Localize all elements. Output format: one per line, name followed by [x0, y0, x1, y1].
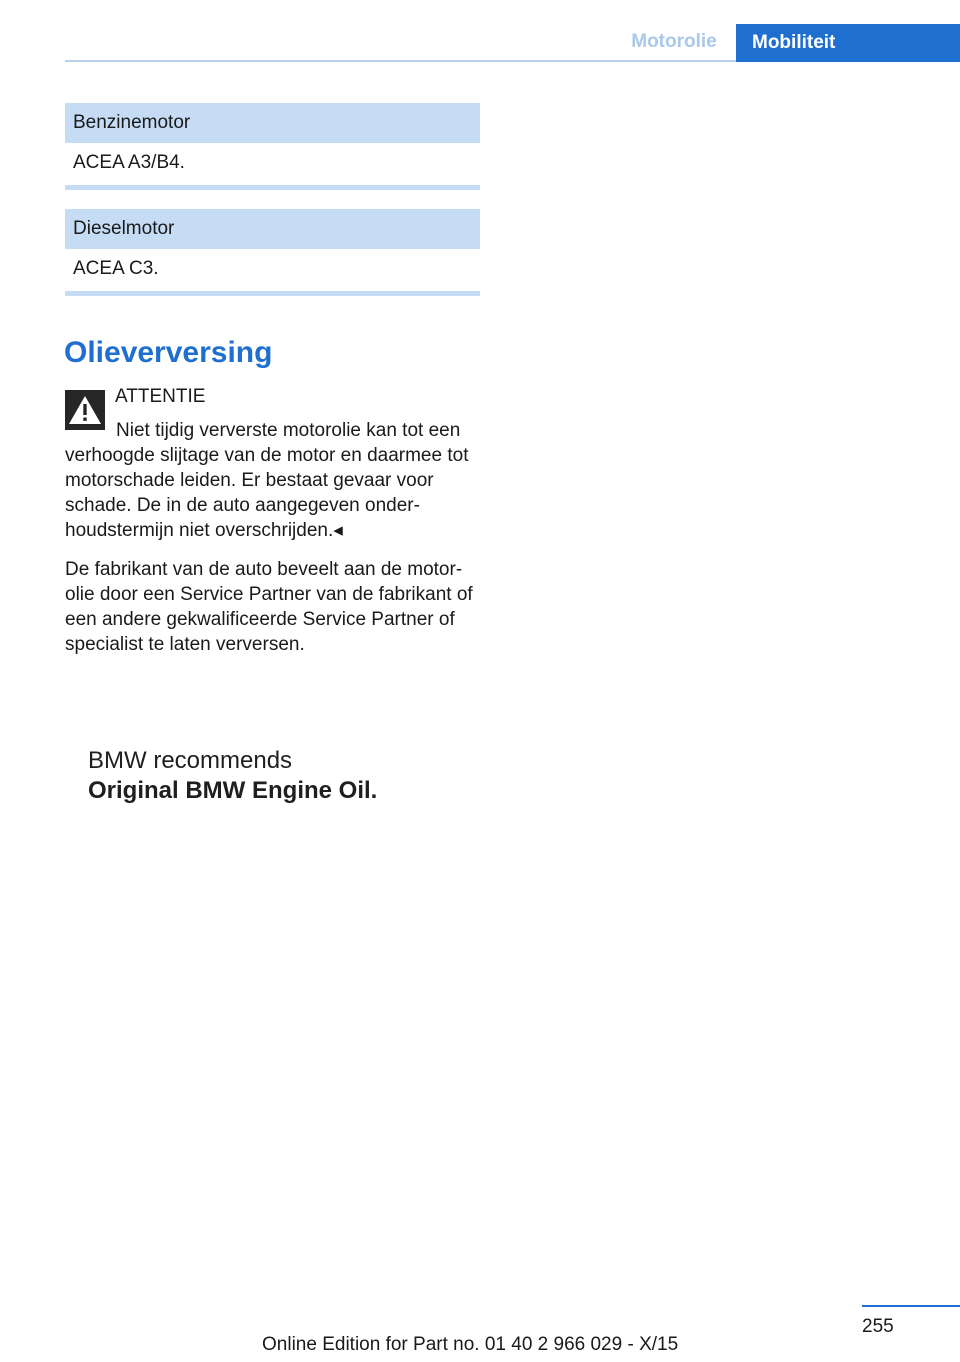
spec-value-petrol: ACEA A3/B4. — [73, 152, 185, 173]
tab-mobiliteit[interactable]: Mobiliteit — [736, 24, 960, 62]
bmw-oil-logo — [88, 746, 377, 806]
section-title: Olieverversing — [64, 336, 273, 369]
spec-label-diesel: Dieselmotor — [65, 209, 480, 249]
spec-box-petrol — [65, 103, 480, 190]
page-number: 255 — [862, 1316, 894, 1337]
logo-line-2: Original BMW Engine Oil. — [88, 777, 378, 804]
warning-text: Niet tijdig ververste motorolie kan tot een verhoogde slijtage van de motor en daarmee tot motorschade leiden. Er bestaat gevaar voor schade. De in de auto aangegeven onderhoudstermijn niet overschrijden.◂ — [65, 420, 469, 541]
spec-value-diesel: ACEA C3. — [73, 258, 159, 279]
body-paragraph: De fabrikant van de auto beveelt aan de motorolie door een Service Partner van de fabrikant of een andere gekwalificeerde Service Partner of specialist te laten verversen. — [65, 559, 473, 655]
spec-box-diesel — [65, 209, 480, 296]
footer-edition: Online Edition for Part no. 01 40 2 966 029 - X/15 — [262, 1334, 679, 1355]
spec-rule — [65, 291, 480, 296]
warning-label: ATTENTIE — [115, 386, 206, 407]
spec-rule — [65, 185, 480, 190]
logo-line-1: BMW recommends — [88, 747, 293, 774]
tab-motorolie[interactable]: Motorolie — [631, 31, 717, 52]
spec-label-petrol: Benzinemotor — [65, 103, 480, 143]
page-number-rule — [862, 1305, 960, 1307]
